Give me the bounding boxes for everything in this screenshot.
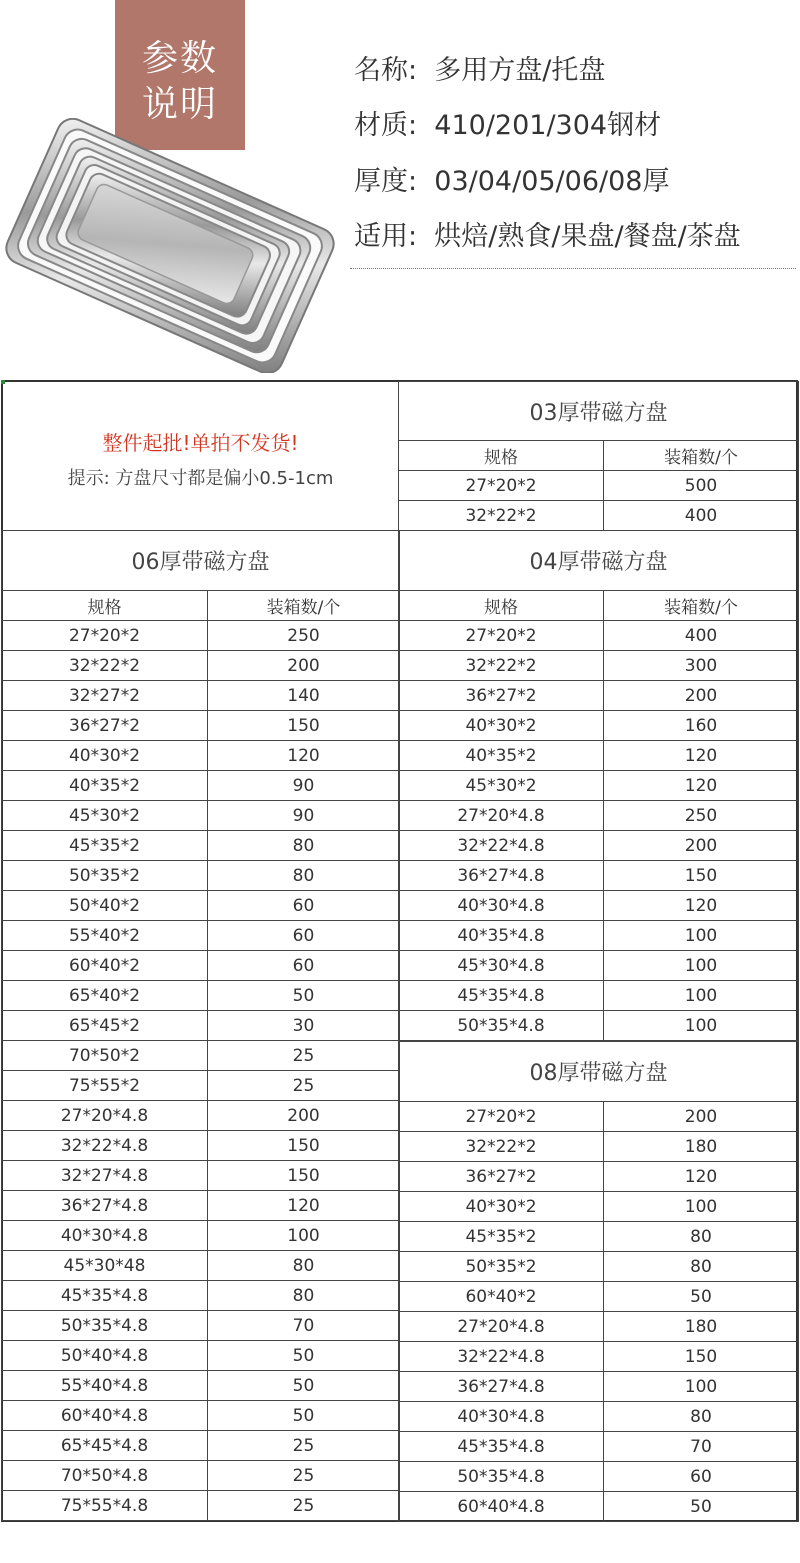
cell-spec: 65*45*4.8 — [2, 1431, 208, 1461]
table-row — [2, 1251, 400, 1281]
cell-spec: 60*40*2 — [2, 951, 208, 981]
cell-spec: 75*55*4.8 — [2, 1491, 208, 1521]
cell-qty: 60 — [208, 951, 400, 981]
table-row — [2, 921, 400, 951]
cell-qty: 50 — [604, 1492, 799, 1522]
cell-spec: 36*27*2 — [399, 681, 604, 711]
spec-material — [354, 109, 661, 143]
cell-qty: 80 — [208, 1251, 400, 1281]
col-header-qty: 装箱数/个 — [208, 591, 400, 621]
cell-qty: 80 — [208, 861, 400, 891]
cell-spec: 36*27*4.8 — [399, 861, 604, 891]
cell-qty: 200 — [604, 681, 799, 711]
cell-spec: 27*20*4.8 — [2, 1101, 208, 1131]
cell-spec: 40*35*2 — [399, 741, 604, 771]
spec-name-value: 多用方盘/托盘 — [434, 55, 606, 86]
table-08-title: 08厚带磁方盘 — [399, 1042, 799, 1102]
cell-spec: 50*40*2 — [2, 891, 208, 921]
cell-spec: 36*27*2 — [399, 1162, 604, 1192]
table-row — [2, 1191, 400, 1221]
stacked-trays-image — [0, 118, 345, 373]
table-row — [399, 621, 799, 651]
cell-qty: 25 — [208, 1041, 400, 1071]
cell-spec: 45*35*4.8 — [2, 1281, 208, 1311]
table-row — [2, 1131, 400, 1161]
table-03-title: 03厚带磁方盘 — [399, 382, 799, 441]
cell-spec: 50*35*2 — [2, 861, 208, 891]
table-row — [399, 1132, 799, 1162]
cell-spec: 27*20*4.8 — [399, 801, 604, 831]
cell-qty: 50 — [208, 1371, 400, 1401]
cell-qty: 60 — [208, 921, 400, 951]
badge-line-1: 参数 — [141, 38, 218, 79]
cell-qty: 200 — [604, 1102, 799, 1132]
table-row — [399, 921, 799, 951]
cell-spec: 27*20*2 — [399, 1102, 604, 1132]
cell-qty: 120 — [208, 741, 400, 771]
cell-qty: 30 — [208, 1011, 400, 1041]
cell-qty: 120 — [604, 1162, 799, 1192]
table-row — [399, 501, 799, 531]
cell-spec: 45*30*4.8 — [399, 951, 604, 981]
cell-spec: 36*27*4.8 — [399, 1372, 604, 1402]
cell-qty: 200 — [208, 1101, 400, 1131]
table-row — [399, 831, 799, 861]
cell-qty: 250 — [208, 621, 400, 651]
cell-spec: 32*22*2 — [399, 1132, 604, 1162]
cell-qty: 100 — [604, 981, 799, 1011]
cell-spec: 45*35*4.8 — [399, 1432, 604, 1462]
table-row — [2, 681, 400, 711]
table-row — [399, 1312, 799, 1342]
table-row — [399, 1492, 799, 1522]
cell-spec: 45*30*48 — [2, 1251, 208, 1281]
cell-qty: 90 — [208, 801, 400, 831]
table-row — [399, 891, 799, 921]
cell-qty: 150 — [208, 711, 400, 741]
cell-qty: 150 — [208, 1131, 400, 1161]
cell-spec: 27*20*2 — [399, 621, 604, 651]
table-row — [2, 1011, 400, 1041]
cell-spec: 50*35*4.8 — [399, 1462, 604, 1492]
table-row — [2, 771, 400, 801]
cell-spec: 27*20*4.8 — [399, 1312, 604, 1342]
table-row — [2, 1371, 400, 1401]
cell-qty: 50 — [208, 1341, 400, 1371]
table-row — [399, 471, 799, 501]
cell-qty: 70 — [208, 1311, 400, 1341]
col-header-qty: 装箱数/个 — [604, 441, 799, 471]
cell-spec: 32*22*4.8 — [399, 831, 604, 861]
cell-spec: 50*40*4.8 — [2, 1341, 208, 1371]
spec-name-key: 名称: — [354, 55, 418, 86]
table-06-title: 06厚带磁方盘 — [2, 531, 400, 591]
cell-qty: 100 — [604, 1011, 799, 1041]
cell-qty: 80 — [604, 1222, 799, 1252]
spec-thickness — [354, 165, 669, 199]
cell-spec: 27*20*2 — [2, 621, 208, 651]
table-row — [399, 711, 799, 741]
col-header-spec: 规格 — [2, 591, 208, 621]
cell-qty: 50 — [208, 981, 400, 1011]
cell-qty: 60 — [208, 891, 400, 921]
table-row — [2, 891, 400, 921]
cell-spec: 40*30*4.8 — [399, 891, 604, 921]
cell-spec: 36*27*4.8 — [2, 1191, 208, 1221]
cell-spec: 70*50*4.8 — [2, 1461, 208, 1491]
cell-qty: 80 — [208, 1281, 400, 1311]
cell-spec: 45*30*2 — [2, 801, 208, 831]
cell-qty: 400 — [604, 621, 799, 651]
cell-spec: 70*50*2 — [2, 1041, 208, 1071]
cell-qty: 200 — [604, 831, 799, 861]
cell-qty: 25 — [208, 1071, 400, 1101]
table-row — [399, 1162, 799, 1192]
cell-spec: 40*30*4.8 — [399, 1402, 604, 1432]
cell-spec: 55*40*4.8 — [2, 1371, 208, 1401]
table-row — [399, 1102, 799, 1132]
cell-qty: 150 — [604, 1342, 799, 1372]
cell-qty: 60 — [604, 1462, 799, 1492]
cell-qty: 25 — [208, 1431, 400, 1461]
spec-usage-value: 烘焙/熟食/果盘/餐盘/茶盘 — [434, 221, 741, 252]
col-header-spec: 规格 — [399, 591, 604, 621]
cell-spec: 40*30*2 — [2, 741, 208, 771]
table-row — [399, 1252, 799, 1282]
badge-line-2: 说明 — [141, 84, 218, 125]
cell-spec: 40*30*2 — [399, 1192, 604, 1222]
table-row — [399, 681, 799, 711]
table-row — [2, 1161, 400, 1191]
cell-qty: 120 — [604, 891, 799, 921]
cell-qty: 70 — [604, 1432, 799, 1462]
cell-qty: 120 — [604, 741, 799, 771]
cell-qty: 180 — [604, 1312, 799, 1342]
spec-name — [354, 54, 605, 88]
table-row — [2, 741, 400, 771]
table-row — [399, 1192, 799, 1222]
table-row — [2, 861, 400, 891]
spec-material-value: 410/201/304钢材 — [434, 110, 662, 141]
cell-qty: 150 — [208, 1161, 400, 1191]
cell-spec: 36*27*2 — [2, 711, 208, 741]
cell-qty: 80 — [604, 1402, 799, 1432]
cell-spec: 65*45*2 — [2, 1011, 208, 1041]
cell-qty: 100 — [604, 1192, 799, 1222]
table-row — [399, 771, 799, 801]
table-04 — [398, 530, 799, 1041]
cell-qty: 160 — [604, 711, 799, 741]
table-row — [2, 801, 400, 831]
table-03 — [398, 381, 799, 531]
cell-qty: 250 — [604, 801, 799, 831]
cell-spec: 32*22*4.8 — [2, 1131, 208, 1161]
cell-qty: 50 — [208, 1401, 400, 1431]
cell-spec: 45*35*2 — [399, 1222, 604, 1252]
table-row — [2, 711, 400, 741]
cell-spec: 32*27*2 — [2, 681, 208, 711]
cell-spec: 50*35*4.8 — [2, 1311, 208, 1341]
cell-spec: 75*55*2 — [2, 1071, 208, 1101]
cell-qty: 25 — [208, 1491, 400, 1521]
table-row — [2, 1461, 400, 1491]
table-row — [2, 1101, 400, 1131]
table-row — [399, 861, 799, 891]
col-header-qty: 装箱数/个 — [604, 591, 799, 621]
cell-qty: 100 — [604, 1372, 799, 1402]
cell-spec: 60*40*4.8 — [2, 1401, 208, 1431]
cell-spec: 65*40*2 — [2, 981, 208, 1011]
table-row — [399, 1372, 799, 1402]
cell-qty: 100 — [604, 951, 799, 981]
table-row — [399, 1011, 799, 1041]
spec-usage-key: 适用: — [354, 221, 418, 252]
cell-qty: 140 — [208, 681, 400, 711]
table-row — [399, 801, 799, 831]
table-row — [399, 1432, 799, 1462]
cell-qty: 200 — [208, 651, 400, 681]
notice-block — [3, 382, 398, 530]
spec-divider — [350, 268, 796, 269]
cell-spec: 40*35*4.8 — [399, 921, 604, 951]
cell-qty: 80 — [208, 831, 400, 861]
table-row — [2, 951, 400, 981]
wholesale-notice: 整件起批!单拍不发货! — [102, 431, 299, 455]
cell-spec: 27*20*2 — [399, 471, 604, 501]
cell-spec: 40*30*2 — [399, 711, 604, 741]
spec-usage — [354, 220, 741, 254]
cell-qty: 50 — [604, 1282, 799, 1312]
cell-qty: 25 — [208, 1461, 400, 1491]
table-row — [399, 1222, 799, 1252]
cell-qty: 300 — [604, 651, 799, 681]
table-row — [399, 1402, 799, 1432]
table-06 — [1, 530, 400, 1521]
table-row — [2, 981, 400, 1011]
cell-qty: 100 — [604, 921, 799, 951]
size-tip: 提示: 方盘尺寸都是偏小0.5-1cm — [67, 468, 334, 489]
spec-thickness-key: 厚度: — [354, 166, 418, 197]
col-header-spec: 规格 — [399, 441, 604, 471]
cell-qty: 100 — [208, 1221, 400, 1251]
table-row — [399, 981, 799, 1011]
cell-qty: 400 — [604, 501, 799, 531]
cell-qty: 80 — [604, 1252, 799, 1282]
table-row — [399, 651, 799, 681]
table-row — [2, 621, 400, 651]
table-row — [2, 1491, 400, 1521]
cell-qty: 120 — [604, 771, 799, 801]
table-row — [2, 1281, 400, 1311]
cell-spec: 32*22*2 — [399, 501, 604, 531]
cell-qty: 90 — [208, 771, 400, 801]
cell-spec: 50*35*2 — [399, 1252, 604, 1282]
cell-qty: 150 — [604, 861, 799, 891]
cell-spec: 32*22*4.8 — [399, 1342, 604, 1372]
cell-spec: 32*22*2 — [399, 651, 604, 681]
spec-material-key: 材质: — [354, 110, 418, 141]
table-row — [399, 951, 799, 981]
cell-spec: 40*30*4.8 — [2, 1221, 208, 1251]
cell-qty: 120 — [208, 1191, 400, 1221]
cell-spec: 50*35*4.8 — [399, 1011, 604, 1041]
table-row — [2, 1431, 400, 1461]
cell-qty: 180 — [604, 1132, 799, 1162]
table-08 — [398, 1041, 799, 1522]
cell-spec: 55*40*2 — [2, 921, 208, 951]
cell-spec: 60*40*2 — [399, 1282, 604, 1312]
table-row — [2, 651, 400, 681]
cell-spec: 32*27*4.8 — [2, 1161, 208, 1191]
table-row — [2, 1401, 400, 1431]
cell-spec: 45*30*2 — [399, 771, 604, 801]
cell-spec: 32*22*2 — [2, 651, 208, 681]
cell-spec: 45*35*2 — [2, 831, 208, 861]
table-row — [399, 1342, 799, 1372]
table-row — [2, 1221, 400, 1251]
spec-thickness-value: 03/04/05/06/08厚 — [434, 166, 670, 197]
table-row — [2, 1071, 400, 1101]
table-row — [2, 1041, 400, 1071]
table-row — [399, 1282, 799, 1312]
table-row — [399, 1462, 799, 1492]
table-row — [2, 831, 400, 861]
table-row — [399, 741, 799, 771]
table-04-title: 04厚带磁方盘 — [399, 531, 799, 591]
cell-spec: 45*35*4.8 — [399, 981, 604, 1011]
cell-qty: 500 — [604, 471, 799, 501]
table-row — [2, 1311, 400, 1341]
table-row — [2, 1341, 400, 1371]
cell-spec: 40*35*2 — [2, 771, 208, 801]
cell-spec: 60*40*4.8 — [399, 1492, 604, 1522]
